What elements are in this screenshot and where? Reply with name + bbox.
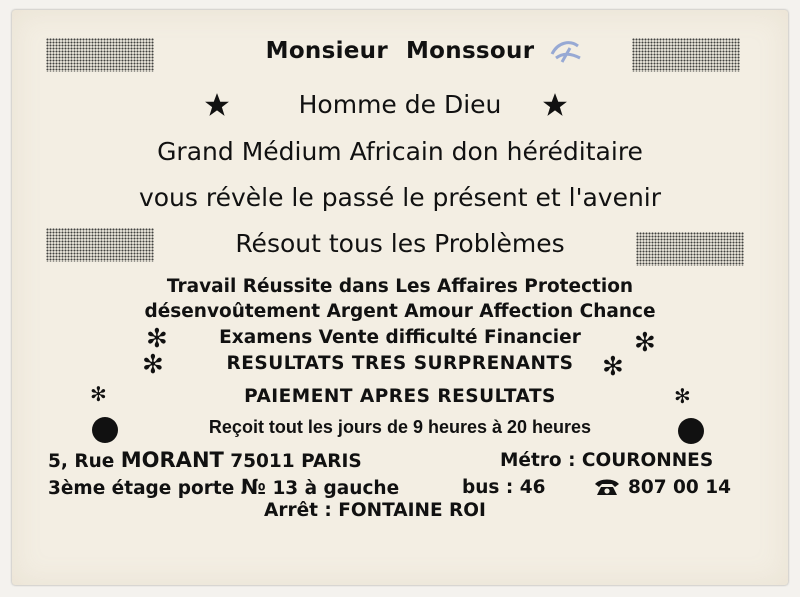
numero-sign: № bbox=[240, 475, 266, 499]
telephone-icon bbox=[594, 478, 620, 496]
asterisk-icon-examens-right: ✻ bbox=[634, 328, 656, 358]
bus-stop: Arrêt : FONTAINE ROI bbox=[264, 500, 486, 521]
street-address bbox=[48, 448, 362, 472]
resultats-line: RESULTATS TRES SURPRENANTS bbox=[226, 353, 574, 374]
phone-number: 807 00 14 bbox=[628, 477, 731, 498]
grand-medium-line: Grand Médium Africain don héréditaire bbox=[157, 137, 643, 166]
asterisk-icon-resultats-right: ✻ bbox=[602, 352, 624, 382]
star-icon-right bbox=[542, 92, 568, 118]
revele-line: vous révèle le passé le présent et l'avenir bbox=[138, 183, 662, 212]
title-name: Monssour bbox=[405, 38, 535, 64]
asterisk-icon-examens-left: ✻ bbox=[146, 324, 168, 354]
asterisk-icon-resultats-left: ✻ bbox=[142, 350, 164, 380]
resout-line: Résout tous les Problèmes bbox=[235, 229, 565, 258]
homme-de-dieu-line: Homme de Dieu bbox=[298, 90, 502, 119]
desenvoutement-line: désenvoûtement Argent Amour Affection Chance bbox=[144, 301, 656, 322]
metro-station: Métro : COURONNES bbox=[500, 450, 714, 471]
floor-suffix: 13 à gauche bbox=[272, 478, 400, 499]
bus-line: bus : 46 bbox=[462, 477, 546, 498]
title-first-word: Monsieur bbox=[265, 38, 388, 64]
card-title bbox=[0, 38, 800, 64]
filled-dot-icon-right bbox=[678, 418, 704, 444]
travail-line: Travail Réussite dans Les Affaires Protection bbox=[166, 276, 634, 297]
address-street: MORANT bbox=[120, 448, 224, 472]
address-city: 75011 PARIS bbox=[230, 451, 362, 472]
hours-line: Reçoit tout les jours de 9 heures à 20 heures bbox=[208, 417, 592, 437]
asterisk-icon-paiement-right: ✻ bbox=[674, 384, 691, 408]
floor-prefix: 3ème étage porte bbox=[48, 478, 235, 499]
paiement-line: PAIEMENT APRES RESULTATS bbox=[244, 386, 556, 407]
asterisk-icon-paiement-left: ✻ bbox=[90, 382, 107, 406]
examens-line: Examens Vente difficulté Financier bbox=[219, 327, 581, 348]
floor-door bbox=[48, 475, 399, 499]
address-prefix: 5, Rue bbox=[48, 451, 115, 472]
